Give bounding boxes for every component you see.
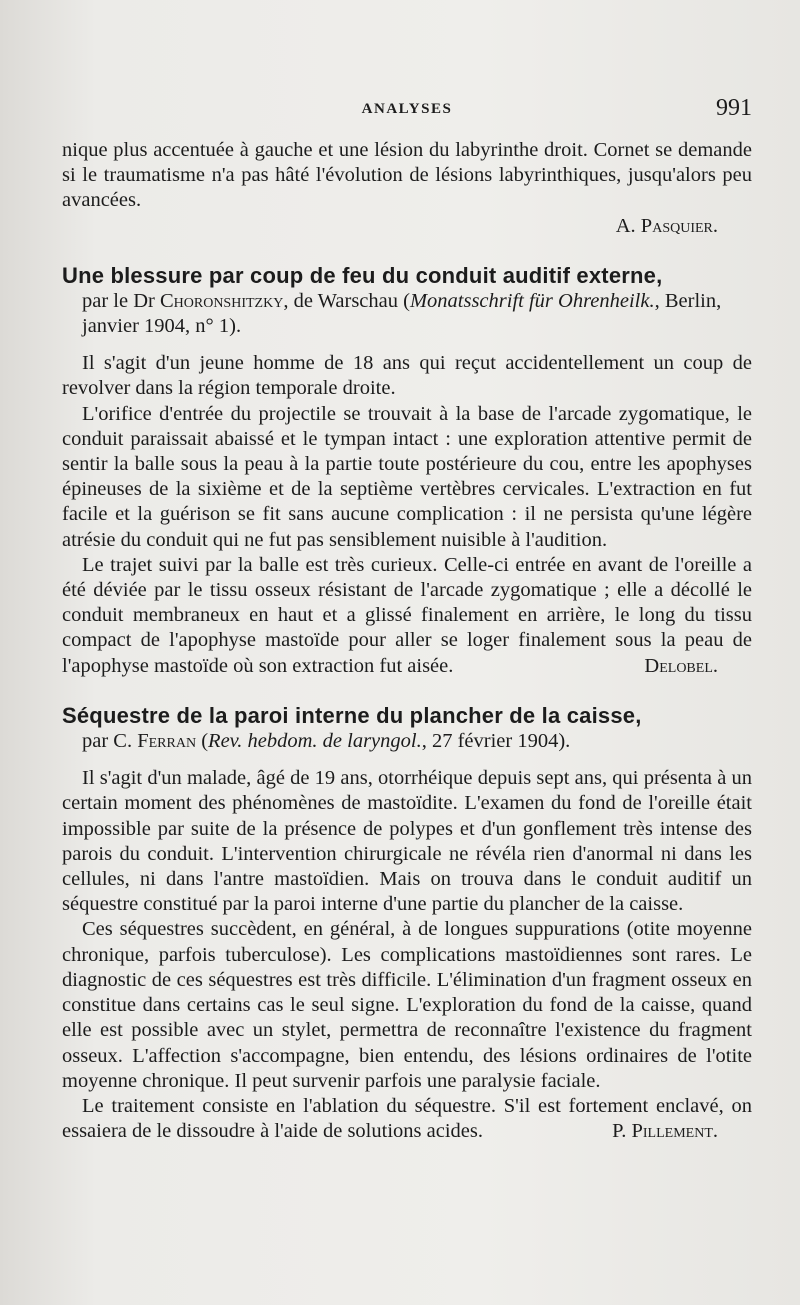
article2-title: Séquestre de la paroi interne du plancher de la caisse, [62, 703, 642, 729]
article2-byline-suffix: , 27 février 1904). [421, 730, 571, 753]
intro-signature: A. Pasquier. [615, 214, 718, 237]
article1-byline-mid: , de Warschau ( [283, 289, 410, 312]
article2-signature: P. Pillement. [612, 1120, 718, 1143]
intro-paragraph: nique plus accentuée à gauche et une lésion du labyrinthe droit. Cornet se demande si le traumatisme n'a pas hâté l'évolution de lésions labyrinthiques, jusqu'alors peu avancées. [62, 139, 752, 212]
article1-title: Une blessure par coup de feu du conduit auditif externe, [62, 262, 663, 288]
page-number: 991 [716, 95, 752, 121]
article2-byline-mid: ( [196, 730, 209, 753]
article1-author: Choronshitzky [159, 289, 284, 312]
article1-signature: Delobel. [644, 654, 718, 677]
article1-byline-suffix: , Berlin, janvier 1904, n° 1). [82, 289, 722, 338]
article2-byline [62, 729, 752, 754]
article2-paragraph: Le traitement consiste en l'ablation du séquestre. S'il est fortement enclavé, on essaiera de le dissoudre à l'aide de solutions acides. [62, 1094, 752, 1143]
article1-paragraph: Il s'agit d'un jeune homme de 18 ans qui reçut accidentellement un coup de revolver dans la région temporale droite. [62, 352, 752, 400]
article2-byline-prefix: par C. [82, 730, 138, 753]
article1-byline-prefix: par le Dr [82, 289, 160, 312]
article2-paragraph: Ces séquestres succèdent, en général, à de longues suppurations (otite moyenne chronique, parfois tuberculose). Les complications mastoïdiennes sont rares. Le diagnostic de ces séquestres est très difficile. L'élimination d'un fragment osseux en constitue dans certains cas le seul signe. L'exploration du fond de la caisse, quand elle est possible avec un stylet, permettra de reconnaître l'existence du fragment osseux. L'affection s'accompagne, bien entendu, des lésions ordinaires de l'otite moyenne chronique. Il peut survenir parfois une paralysie faciale. [62, 918, 752, 1092]
running-head [62, 95, 752, 131]
article2-journal: Rev. hebdom. de laryngol. [208, 730, 422, 753]
page-body [62, 138, 752, 1145]
article2-paragraph: Il s'agit d'un malade, âgé de 19 ans, otorrhéique depuis sept ans, qui présenta à un certain moment des phénomènes de mastoïdite. L'examen du fond de l'oreille était impossible par suite de la présence de polypes et d'un gonflement très intense des parois du conduit. L'intervention chirurgicale ne révéla rien d'anormal ni dans les cellules, ni dans l'antre mastoïdien. Mais on trouva dans le conduit auditif un séquestre constitué par la paroi interne d'une partie du plancher de la caisse. [62, 767, 752, 916]
article1-paragraph: Le trajet suivi par la balle est très curieux. Celle-ci entrée en avant de l'oreille a été déviée par le tissu osseux résistant de l'arcade zygomatique ; elle a décollé le conduit membraneux en haut et a glissé finalement en arrière, le long du tissu compact de l'apophyse mastoïde pour aller se loger finalement sous la peau de l'apophyse mastoïde où son extraction fut aisée. [62, 553, 752, 677]
article2-author: Ferran [137, 730, 197, 753]
article1-journal: Monatsschrift für Ohrenheilk. [409, 289, 655, 312]
article1-paragraph: L'orifice d'entrée du projectile se trouvait à la base de l'arcade zygomatique, le conduit paraissait abaissé et le tympan intact : une exploration attentive permit de sentir la balle sous la peau à la partie toute postérieure du cou, entre les apophyses épineuses de la sixième et de la septième vertèbres cervicales. L'extraction en fut facile et la guérison se fit sans aucune complication : il ne persista qu'une légère atrésie du conduit qui ne fut pas sensiblement nuisible à l'audition. [62, 402, 752, 551]
article1-byline [62, 289, 752, 339]
section-title: ANALYSES [361, 101, 453, 117]
